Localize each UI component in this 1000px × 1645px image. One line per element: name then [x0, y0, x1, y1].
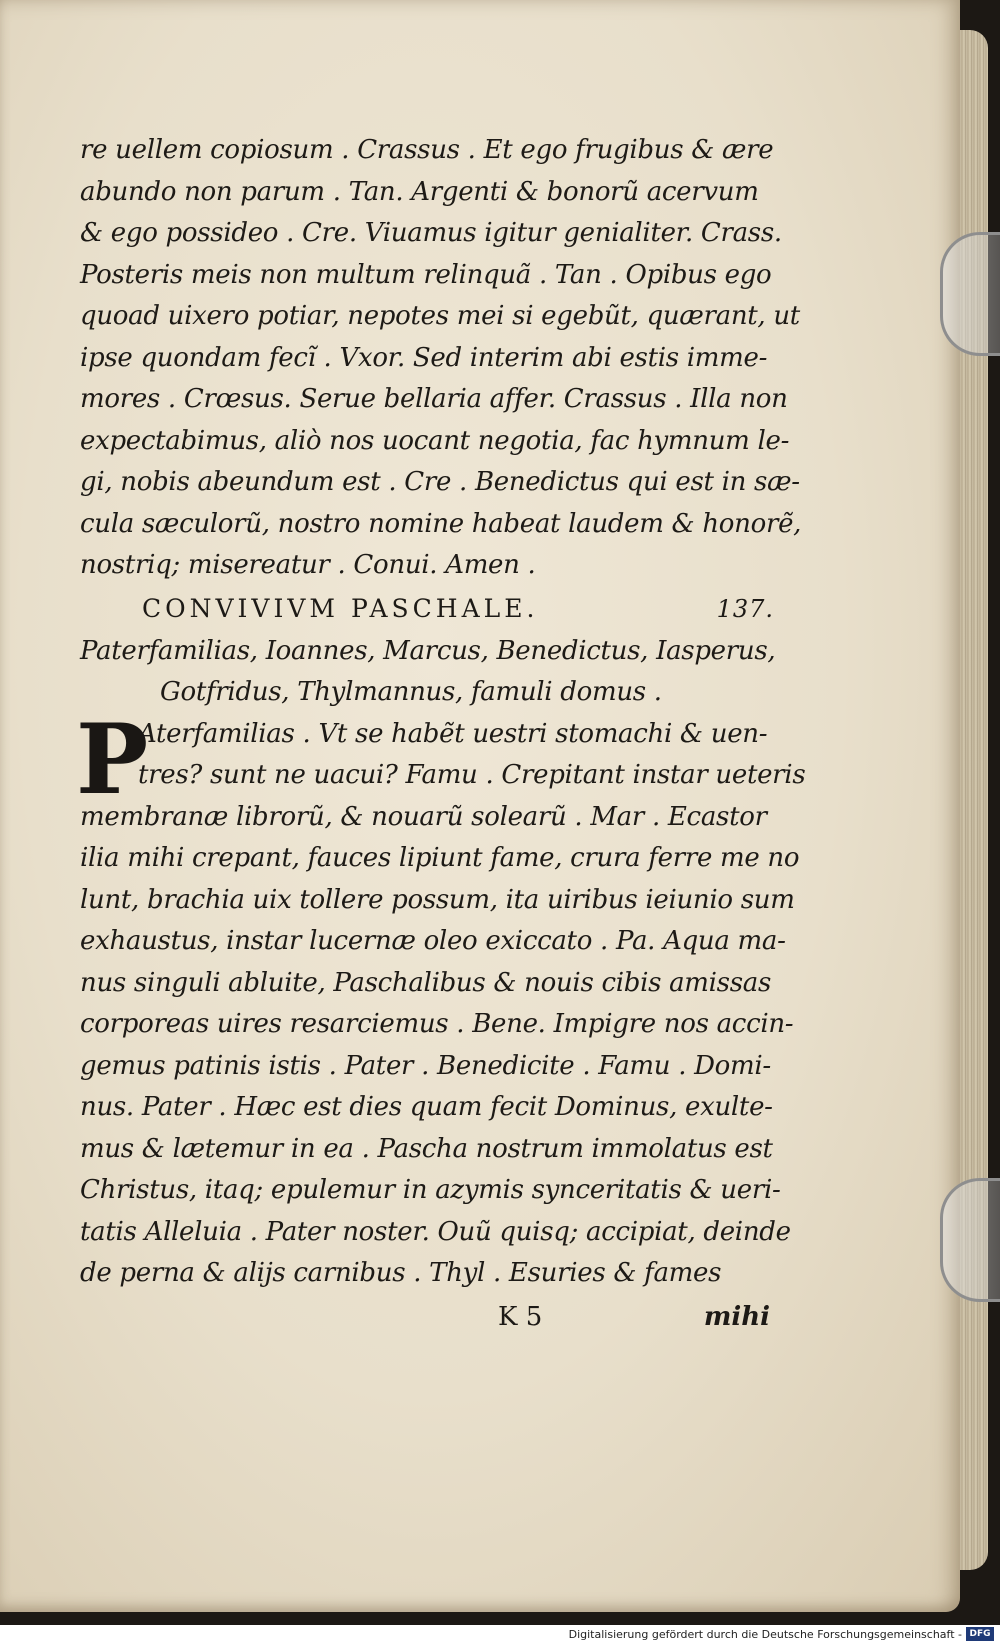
text-line: & ego possideo . Cre. Viuamus igitur genialiter. Crass. — [80, 218, 782, 248]
text-line: Christus, itaq; epulemur in azymis synceritatis & ueri- — [80, 1175, 781, 1205]
text-line: ilia mihi crepant, fauces lipiunt fame, crura ferre me no — [80, 843, 800, 873]
folio-number: 137. — [716, 594, 774, 623]
text-line: nus singuli abluite, Paschalibus & nouis cibis amissas — [80, 967, 771, 998]
text-line: re uellem copiosum . Crassus . Et ego frugibus & ære — [80, 135, 774, 165]
page-clip-top — [940, 232, 1000, 356]
text-line: gemus patinis istis . Pater . Benedicite . Famu . Domi- — [80, 1050, 771, 1081]
heading-text: CONVIVIVM PASCHALE. — [142, 593, 539, 623]
text-line: nus. Pater . Hæc est dies quam fecit Dominus, exulte- — [80, 1092, 773, 1122]
dfg-logo: DFG — [966, 1627, 994, 1641]
text-line: cula sæculorũ, nostro nomine habeat laudem & honorẽ, — [80, 508, 802, 539]
text-line: corporeas uires resarciemus . Bene. Impigre nos accin- — [80, 1009, 794, 1039]
text-line: expectabimus, aliò nos uocant negotia, fac hymnum le- — [80, 425, 790, 456]
initial-paragraph — [76, 702, 806, 816]
text-line: ipse quondam fecĩ . Vxor. Sed interim abi estis imme- — [80, 342, 768, 373]
text-line: mus & lætemur in ea . Pascha nostrum immolatus est — [80, 1133, 773, 1164]
text-line: mores . Crœsus. Serue bellaria affer. Crassus . Illa non — [80, 384, 788, 414]
page-clip-bottom — [940, 1178, 1000, 1302]
page-text — [76, 130, 806, 1339]
signature-line — [80, 1295, 770, 1339]
text-lines-bottom — [80, 797, 800, 1295]
section-heading — [80, 587, 774, 631]
persons-line: Gotfridus, Thylmannus, famuli domus . — [160, 677, 662, 707]
footer-bar — [0, 1625, 1000, 1645]
footer-credit: Digitalisierung gefördert durch die Deutsche Forschungsgemeinschaft - — [568, 1628, 962, 1641]
text-line: nostriq; misereatur . Conui. Amen . — [80, 550, 536, 580]
text-line: abundo non parum . Tan. Argenti & bonorũ acervum — [80, 176, 759, 207]
text-line: quoad uixero potiar, nepotes mei si egebũt, quærant, ut — [80, 301, 800, 331]
drop-capital: P — [76, 702, 149, 816]
text-line: tres? sunt ne uacui? Famu . Crepitant instar ueteris — [138, 760, 806, 790]
text-line: de perna & alijs carnibus . Thyl . Esuries & fames — [80, 1258, 722, 1288]
text-line: Posteris meis non multum relinquã . Tan . Opibus ego — [80, 259, 772, 290]
text-lines-top — [80, 130, 802, 587]
text-line: gi, nobis abeundum est . Cre . Benedictus qui est in sæ- — [80, 467, 800, 497]
text-line: exhaustus, instar lucernæ oleo exiccato . Pa. Aqua ma- — [80, 926, 786, 956]
persons-line: Paterfamilias, Ioannes, Marcus, Benedictus, Iasperus, — [80, 635, 776, 666]
text-line: Aterfamilias . Vt se habẽt uestri stomachi & uen- — [138, 718, 768, 749]
text-line: tatis Alleluia . Pater noster. Ouũ quisq; accipiat, deinde — [80, 1216, 791, 1247]
signature-mark: K 5 — [498, 1301, 543, 1332]
text-line: membranæ librorũ, & nouarũ solearũ . Mar . Ecastor — [80, 801, 767, 832]
text-line: lunt, brachia uix tollere possum, ita uiribus ieiunio sum — [80, 884, 795, 915]
catchword: mihi — [703, 1301, 770, 1332]
